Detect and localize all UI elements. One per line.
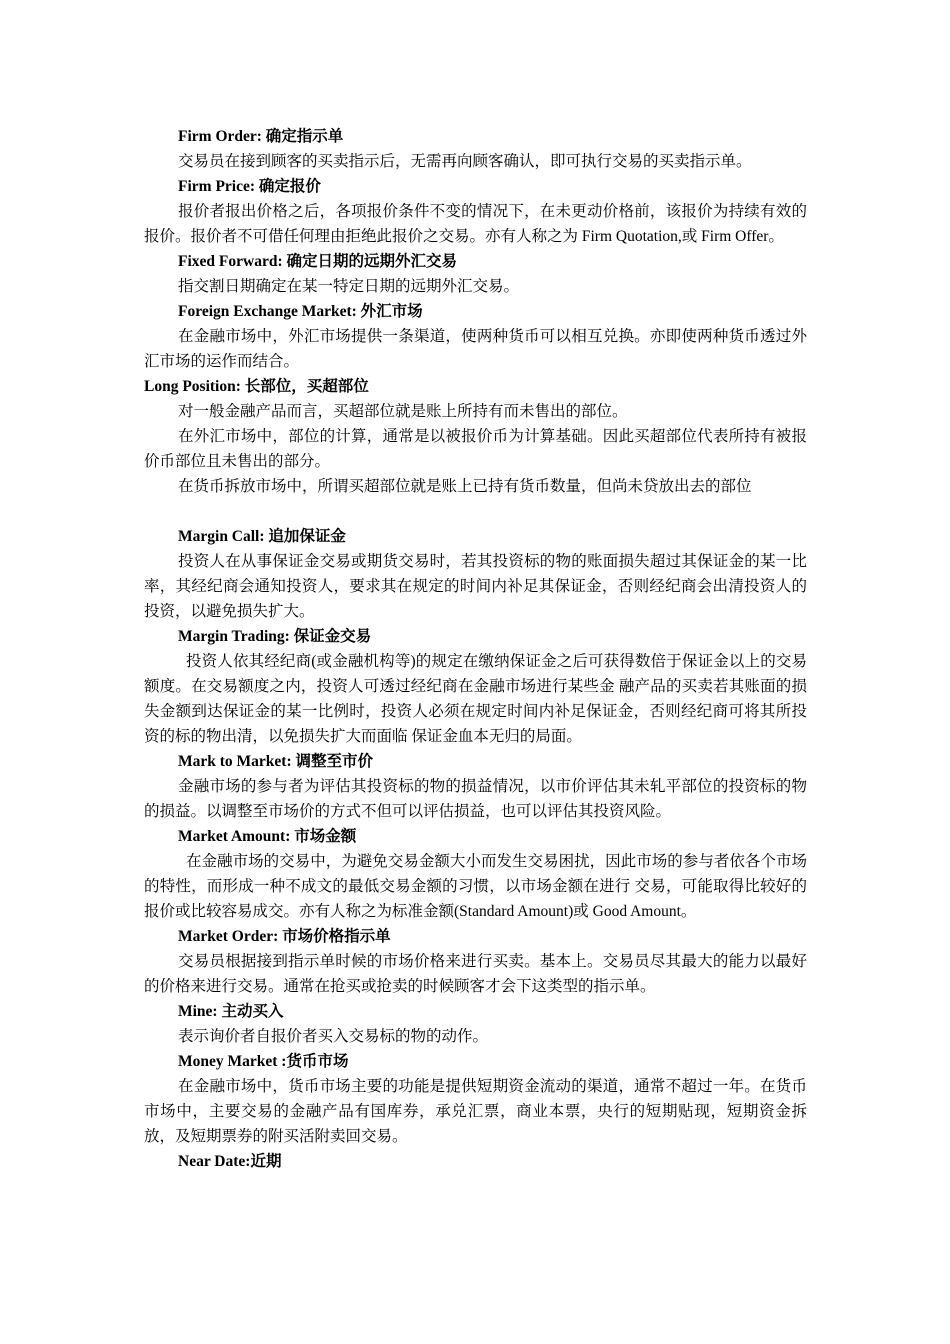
definition-paragraph: 表示询价者自报价者买入交易标的物的动作。 (178, 1028, 489, 1045)
glossary-entry-long-position (144, 374, 807, 524)
glossary-entry-near-date (144, 1149, 807, 1174)
glossary-entry-market-order (144, 924, 807, 999)
definition-paragraph: 在金融市场中，外汇市场提供一条渠道，使两种货币可以相互兑换。亦即使两种货币透过外汇市场的运作而结合。 (144, 328, 807, 370)
definition-paragraph: 报价者报出价格之后，各项报价条件不变的情况下，在未更动价格前，该报价为持续有效的报价。报价者不可借任何理由拒绝此报价之交易。亦有人称之为 Firm Quotation,或 Firm Offer。 (144, 203, 807, 245)
glossary-entry-firm-order (144, 124, 807, 174)
definition-paragraph: 在货币拆放市场中，所谓买超部位就是账上已持有货币数量，但尚未贷放出去的部位 (178, 478, 752, 495)
term-heading: Margin Call: 追加保证金 (178, 528, 346, 545)
glossary-entry-fixed-forward (144, 249, 807, 299)
glossary-entry-mine (144, 999, 807, 1049)
definition-paragraph: 投资人在从事保证金交易或期货交易时，若其投资标的物的账面损失超过其保证金的某一比率，其经纪商会通知投资人，要求其在规定的时间内补足其保证金，否则经纪商会出清投资人的投资，以避免损失扩大。 (144, 553, 807, 620)
term-heading: Fixed Forward: 确定日期的远期外汇交易 (178, 253, 457, 270)
definition-paragraph: 投资人依其经纪商(或金融机构等)的规定在缴纳保证金之后可获得数倍于保证金以上的交易额度。在交易额度之内，投资人可透过经纪商在金融市场进行某些金 融产品的买卖若其账面的损失金额到达保证金的某一比例时，投资人必须在规定时间内补足保证金，否则经纪商可将其所投资的标的物出清，以免损失扩大而面临 保证金血本无归的局面。 (144, 653, 807, 745)
term-heading: Firm Price: 确定报价 (178, 178, 321, 195)
term-heading: Mine: 主动买入 (178, 1003, 284, 1020)
glossary-entry-mark-to-market (144, 749, 807, 824)
glossary-entry-margin-trading (144, 624, 807, 749)
definition-paragraph: 在金融市场的交易中，为避免交易金额大小而发生交易困扰，因此市场的参与者依各个市场的特性，而形成一种不成文的最低交易金额的习惯，以市场金额在进行 交易，可能取得比较好的报价或比较容易成交。亦有人称之为标准金额(Standard Amount)或 Good Amount。 (144, 853, 807, 920)
glossary-entry-market-amount (144, 824, 807, 924)
glossary-entry-margin-call (144, 524, 807, 624)
term-heading: Long Position: 长部位，买超部位 (144, 378, 369, 395)
term-heading: Margin Trading: 保证金交易 (178, 628, 372, 645)
term-heading: Firm Order: 确定指示单 (178, 128, 344, 145)
document-page (144, 124, 807, 1174)
term-heading: Money Market :货币市场 (178, 1053, 349, 1070)
blank-line (144, 499, 807, 524)
glossary-entry-money-market (144, 1049, 807, 1149)
term-heading: Foreign Exchange Market: 外汇市场 (178, 303, 423, 320)
definition-paragraph: 指交割日期确定在某一特定日期的远期外汇交易。 (178, 278, 520, 295)
term-heading: Mark to Market: 调整至市价 (178, 753, 373, 770)
definition-paragraph: 在金融市场中，货币市场主要的功能是提供短期资金流动的渠道，通常不超过一年。在货币市场中，主要交易的金融产品有国库券，承兑汇票，商业本票，央行的短期贴现，短期资金拆放，及短期票券的附买活附卖回交易。 (144, 1078, 807, 1145)
term-heading: Near Date:近期 (178, 1153, 282, 1170)
glossary-entry-foreign-exchange-market (144, 299, 807, 374)
definition-paragraph: 在外汇市场中，部位的计算，通常是以被报价币为计算基础。因此买超部位代表所持有被报价币部位且未售出的部分。 (144, 428, 807, 470)
term-heading: Market Amount: 市场金额 (178, 828, 357, 845)
definition-paragraph: 交易员根据接到指示单时候的市场价格来进行买卖。基本上。交易员尽其最大的能力以最好的价格来进行交易。通常在抢买或抢卖的时候顾客才会下这类型的指示单。 (144, 953, 807, 995)
definition-paragraph: 对一般金融产品而言，买超部位就是账上所持有而未售出的部位。 (178, 403, 628, 420)
glossary-entry-firm-price (144, 174, 807, 249)
definition-paragraph: 金融市场的参与者为评估其投资标的物的损益情况，以市价评估其未轧平部位的投资标的物的损益。以调整至市场价的方式不但可以评估损益，也可以评估其投资风险。 (144, 778, 807, 820)
term-heading: Market Order: 市场价格指示单 (178, 928, 391, 945)
definition-paragraph: 交易员在接到顾客的买卖指示后，无需再向顾客确认，即可执行交易的买卖指示单。 (178, 153, 752, 170)
